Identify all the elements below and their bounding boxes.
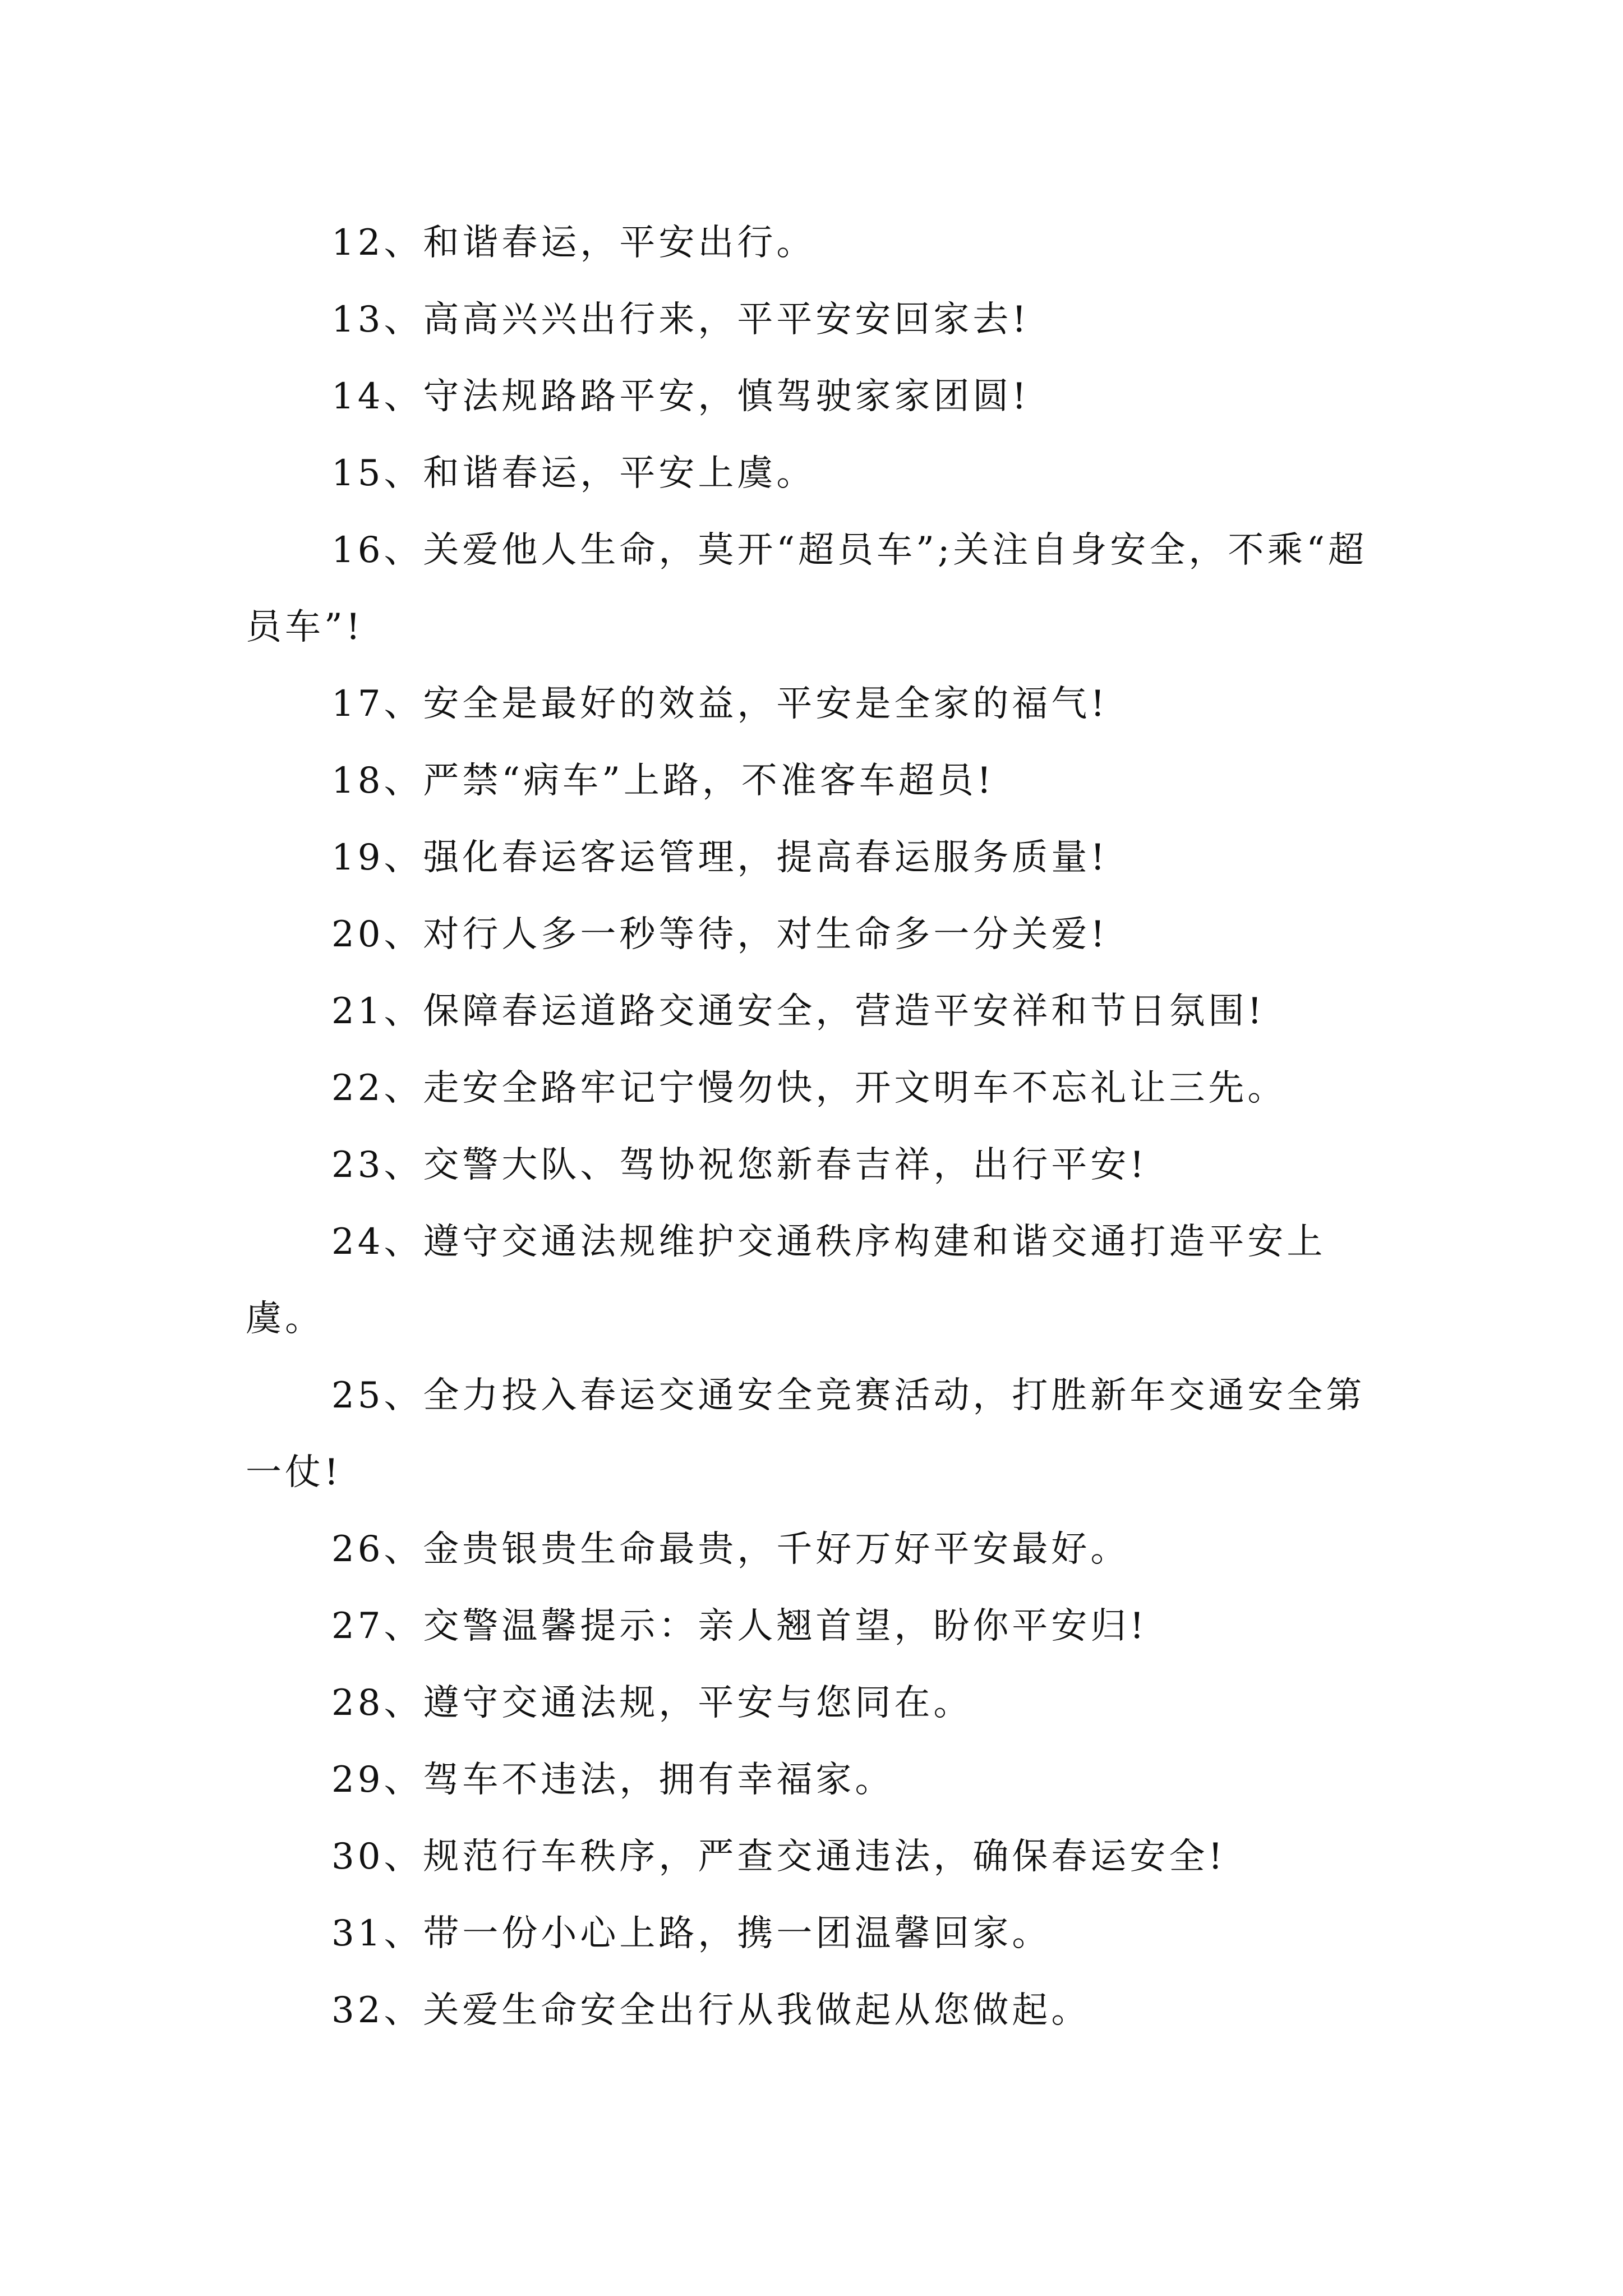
list-item: 21、保障春运道路交通安全，营造平安祥和节日氛围!: [331, 991, 1266, 1032]
list-item: 32、关爱生命安全出行从我做起从您做起。: [331, 1990, 1091, 2031]
list-item: 31、带一份小心上路，携一团温馨回家。: [331, 1913, 1052, 1954]
list-item: 16、关爱他人生命，莫开“超员车”;关注自身安全，不乘“超员车”!: [246, 530, 1368, 648]
list-item: 27、交警温馨提示：亲人翘首望，盼你平安归!: [331, 1605, 1148, 1647]
list-item: 19、强化春运客运管理，提高春运服务质量!: [331, 837, 1109, 878]
list-item: 26、金贵银贵生命最贵，千好万好平安最好。: [331, 1529, 1130, 1570]
list-item: 30、规范行车秩序，严查交通违法，确保春运安全!: [331, 1836, 1227, 1878]
list-item: 20、对行人多一秒等待，对生命多一分关爱!: [331, 914, 1109, 955]
list-item: 22、走安全路牢记宁慢勿快，开文明车不忘礼让三先。: [331, 1068, 1287, 1109]
list-item: 23、交警大队、驾协祝您新春吉祥，出行平安!: [331, 1144, 1148, 1186]
list-item: 12、和谐春运，平安出行。: [331, 222, 816, 264]
list-item: 28、遵守交通法规，平安与您同在。: [331, 1682, 973, 1724]
list-item: 24、遵守交通法规维护交通秩序构建和谐交通打造平安上虞。: [246, 1221, 1326, 1340]
list-item: 17、安全是最好的效益，平安是全家的福气!: [331, 683, 1109, 725]
slogan-list: [246, 205, 1390, 2049]
list-item: 13、高高兴兴出行来，平平安安回家去!: [331, 299, 1030, 341]
list-item: 25、全力投入春运交通安全竞赛活动，打胜新年交通安全第一仗!: [246, 1375, 1366, 1493]
list-item: 15、和谐春运，平安上虞。: [331, 453, 816, 494]
list-item: 29、驾车不违法，拥有幸福家。: [331, 1759, 895, 1801]
list-item: 14、守法规路路平安，慎驾驶家家团圆!: [331, 376, 1030, 417]
list-item: 18、严禁“病车”上路，不准客车超员!: [331, 760, 995, 802]
